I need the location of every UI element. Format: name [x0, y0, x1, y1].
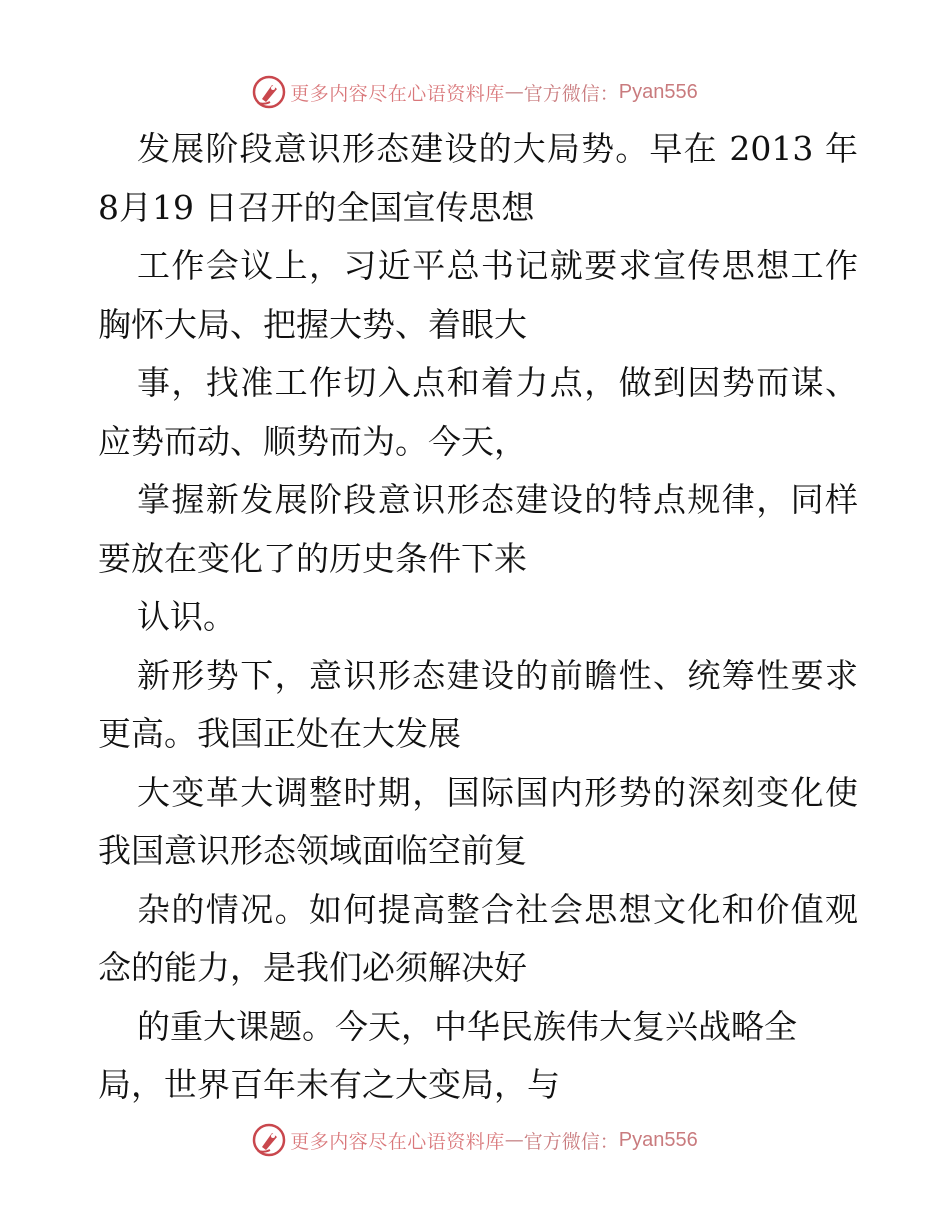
watermark-footer: [0, 1120, 950, 1160]
watermark-dash: —: [504, 1129, 524, 1151]
watermark-sub-text: 官方微信：: [523, 1130, 619, 1153]
document-body: [98, 120, 858, 1115]
text-line: 大变革大调整时期，国际国内形势的深刻变化使: [137, 772, 858, 812]
text-line: 工作会议上，习近平总书记就要求宣传思想工作: [137, 246, 858, 285]
text-line: 更高。我国正处在大发展: [98, 714, 461, 753]
text-line: 事，找准工作切入点和着力点，做到因势而谋、: [137, 363, 858, 402]
text-line: 应势而动、顺势而为。今天，: [98, 421, 527, 461]
watermark-header: [0, 72, 950, 112]
text-line: 掌握新发展阶段意识形态建设的特点规律，同样: [137, 480, 858, 519]
text-line: 杂的情况。如何提高整合社会思想文化和价值观: [137, 889, 858, 929]
text-line: 的重大课题。今天，中华民族伟大复兴战略全: [137, 1006, 797, 1046]
watermark-main-text: 更多内容尽在心语资料库: [290, 1130, 505, 1153]
text-line: 我国意识形态领域面临空前复: [98, 831, 527, 870]
watermark-id: Pyan556: [618, 80, 698, 103]
pen-nib-icon: [252, 75, 286, 109]
watermark-sub-text: 官方微信：: [523, 82, 619, 105]
pen-nib-icon: [252, 1123, 286, 1157]
watermark-main-text: 更多内容尽在心语资料库: [290, 82, 505, 105]
text-line: 发展阶段意识形态建设的大局势。早在 2013 年: [137, 129, 858, 168]
text-line: 认识。: [137, 597, 236, 636]
text-line: 8月19 日召开的全国宣传思想: [98, 187, 535, 227]
watermark-dash: —: [504, 81, 524, 103]
watermark-id: Pyan556: [618, 1128, 698, 1151]
text-line: 新形势下，意识形态建设的前瞻性、统筹性要求: [137, 655, 858, 695]
text-line: 要放在变化了的历史条件下来: [98, 538, 527, 578]
text-line: 局，世界百年未有之大变局，与: [98, 1065, 560, 1104]
text-line: 胸怀大局、把握大势、着眼大: [98, 304, 527, 344]
text-line: 念的能力，是我们必须解决好: [98, 948, 527, 987]
